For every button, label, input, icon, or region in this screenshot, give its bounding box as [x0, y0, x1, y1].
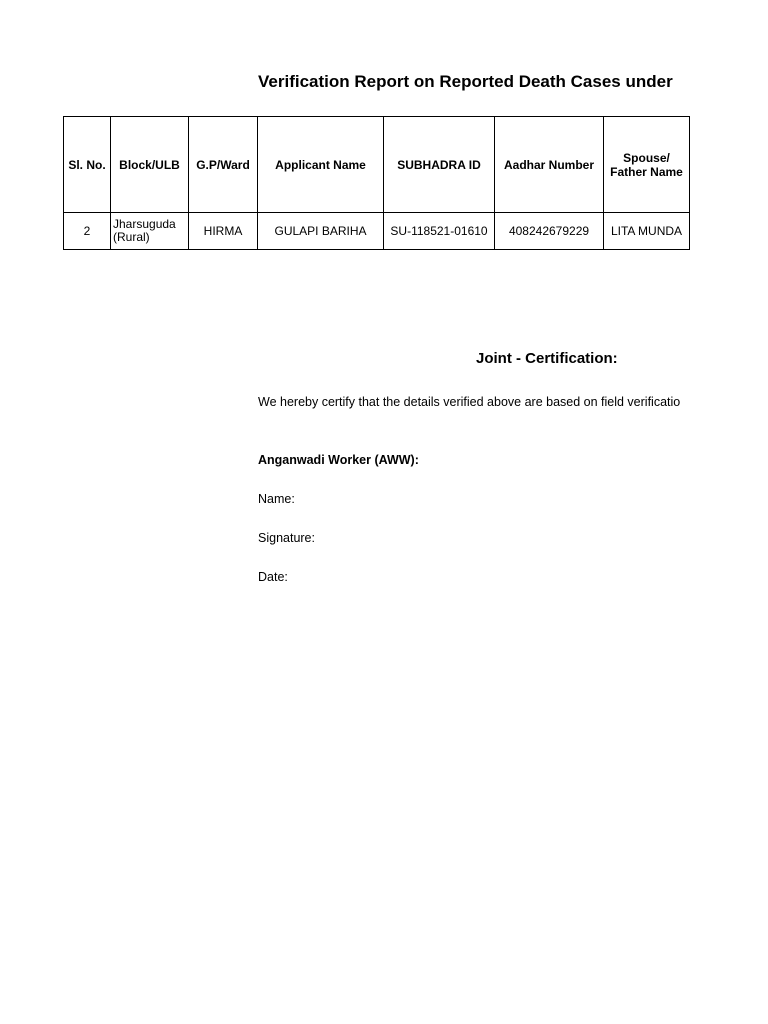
cell-aadhar-number: 408242679229 — [495, 213, 604, 250]
header-subhadra-id: SUBHADRA ID — [384, 117, 495, 213]
cell-block-ulb: Jharsuguda (Rural) — [111, 213, 189, 250]
header-spouse-father-name: Spouse/ Father Name — [604, 117, 690, 213]
header-block-ulb: Block/ULB — [111, 117, 189, 213]
table-row — [64, 213, 690, 250]
header-aadhar-number: Aadhar Number — [495, 117, 604, 213]
cell-sl-no: 2 — [64, 213, 111, 250]
certification-text: We hereby certify that the details verified above are based on field verificatio — [258, 395, 681, 409]
aww-heading: Anganwadi Worker (AWW): — [258, 453, 419, 467]
verification-table — [63, 116, 690, 250]
header-applicant-name: Applicant Name — [258, 117, 384, 213]
report-title: Verification Report on Reported Death Cases under — [258, 72, 673, 91]
table-header-row — [64, 117, 690, 213]
certification-heading: Joint - Certification: — [476, 350, 618, 367]
cell-spouse-father-name: LITA MUNDA — [604, 213, 690, 250]
signature-label: Signature: — [258, 531, 315, 545]
cell-subhadra-id: SU-118521-01610 — [384, 213, 495, 250]
name-label: Name: — [258, 492, 295, 506]
date-label: Date: — [258, 570, 288, 584]
cell-applicant-name: GULAPI BARIHA — [258, 213, 384, 250]
header-sl-no: Sl. No. — [64, 117, 111, 213]
cell-gp-ward: HIRMA — [189, 213, 258, 250]
header-gp-ward: G.P/Ward — [189, 117, 258, 213]
